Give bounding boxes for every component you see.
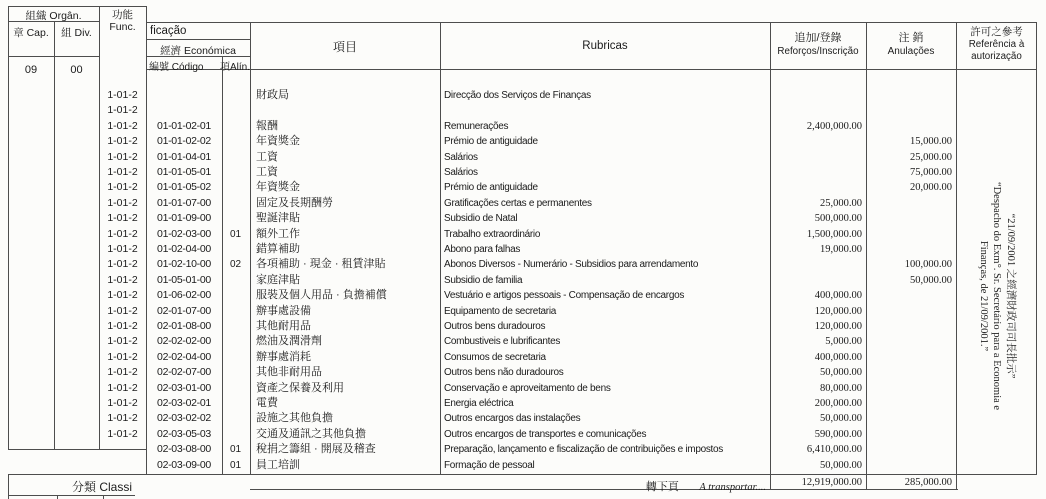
- economic-code-cell: 02-01-07-00: [157, 304, 211, 317]
- table-row: [0, 257, 1046, 273]
- authorization-note-line: “Despacho do Exm°. Sr. Secretário para a Economia e: [991, 181, 1003, 411]
- rubrica-pt-cell: Combustiveis e lubrificantes: [444, 336, 561, 348]
- func-code-cell: 1-01-2: [107, 212, 138, 225]
- item-zh-cell: 其他耐用品: [256, 320, 311, 332]
- rubrica-pt-cell: Outros bens duradouros: [444, 321, 546, 332]
- header-anulacoes: 注 銷 Anulações: [887, 32, 935, 57]
- reforcos-amount-cell: 5,000.00: [825, 336, 862, 348]
- economic-code-cell: 02-03-09-00: [157, 458, 211, 471]
- func-code-cell: 1-01-2: [107, 412, 138, 425]
- rubrica-pt-cell: Abono para falhas: [444, 244, 521, 255]
- rubrica-pt-cell: Outros bens não duradouros: [444, 367, 564, 379]
- table-row: [0, 103, 1046, 119]
- func-code-cell: 1-01-2: [107, 427, 138, 440]
- header-rubricas: Rubricas: [582, 40, 628, 52]
- economic-code-cell: 02-01-08-00: [157, 320, 211, 332]
- item-zh-cell: 員工培訓: [256, 458, 300, 471]
- anulacoes-amount-cell: 25,000.00: [910, 151, 952, 163]
- org-div-value: 00: [70, 64, 83, 76]
- anulacoes-amount-cell: 100,000.00: [904, 259, 952, 271]
- rubrica-pt-cell: Energia eléctrica: [444, 398, 514, 409]
- item-zh-cell: 設施之其他負擔: [256, 412, 333, 425]
- func-code-cell: 1-01-2: [107, 381, 138, 394]
- rubrica-pt-cell: Consumos de secretaria: [444, 351, 546, 363]
- reforcos-amount-cell: 400,000.00: [814, 290, 862, 302]
- reforcos-amount-cell: 2,400,000.00: [806, 120, 862, 132]
- rubrica-pt-cell: Subsidio de familia: [444, 274, 523, 286]
- table-row: [0, 134, 1046, 150]
- rubrica-pt-cell: Gratificações certas e permanentes: [444, 197, 592, 209]
- table-row: [0, 304, 1046, 320]
- reforcos-amount-cell: 80,000.00: [820, 382, 862, 394]
- rubrica-pt-cell: Prémio de antiguidade: [444, 182, 538, 194]
- item-zh-cell: 工資: [256, 150, 278, 163]
- alinea-cell: 01: [229, 459, 242, 471]
- economic-code-cell: 01-01-09-00: [157, 212, 211, 225]
- header-codigo: 編號 Código: [149, 62, 204, 73]
- reforcos-amount-cell: 19,000.00: [820, 244, 862, 255]
- alinea-cell: 02: [229, 259, 242, 271]
- rubrica-pt-cell: Outros encargos das instalações: [444, 413, 581, 425]
- func-code-cell: 1-01-2: [107, 166, 138, 178]
- reforcos-amount-cell: 50,000.00: [820, 367, 862, 379]
- table-row: [0, 411, 1046, 427]
- anulacoes-amount-cell: 20,000.00: [910, 182, 952, 194]
- table-row: [0, 273, 1046, 289]
- reforcos-amount-cell: 25,000.00: [820, 197, 862, 209]
- table-row: [0, 180, 1046, 196]
- rubrica-pt-cell: Trabalho extraordinário: [444, 228, 541, 240]
- func-code-cell: 1-01-2: [107, 181, 138, 194]
- func-code-cell: 1-01-2: [107, 104, 138, 117]
- func-code-cell: 1-01-2: [107, 227, 138, 240]
- reforcos-amount-cell: 1,500,000.00: [806, 228, 862, 240]
- economic-code-cell: 01-01-07-00: [157, 196, 211, 209]
- table-row: [0, 381, 1046, 397]
- item-zh-cell: 資產之保養及利用: [256, 381, 344, 394]
- item-zh-cell: 財政局: [256, 89, 289, 101]
- reforcos-amount-cell: 50,000.00: [820, 459, 862, 471]
- reforcos-amount-cell: 120,000.00: [814, 321, 862, 332]
- authorization-note-line: Finanças, de 21/09/2001.”: [978, 240, 989, 352]
- func-code-cell: 1-01-2: [107, 350, 138, 363]
- carry-over-label: [460, 477, 766, 495]
- reforcos-amount-cell: 400,000.00: [814, 351, 862, 363]
- func-code-cell: 1-01-2: [107, 258, 138, 271]
- anulacoes-amount-cell: 15,000.00: [910, 136, 952, 148]
- reforcos-amount-cell: 590,000.00: [814, 428, 862, 440]
- economic-code-cell: 02-03-05-03: [157, 427, 211, 440]
- item-zh-cell: 電費: [256, 397, 278, 409]
- economic-code-cell: 01-06-02-00: [157, 289, 211, 302]
- func-code-cell: 1-01-2: [107, 289, 138, 302]
- table-row: [0, 165, 1046, 181]
- header-org-group: 組織 Orgân.: [25, 10, 82, 22]
- rubrica-pt-cell: Preparação, lançamento e fiscalização de contribuições e impostos: [444, 444, 723, 456]
- rubrica-pt-cell: Direcção dos Serviços de Finanças: [444, 90, 591, 101]
- anulacoes-amount-cell: 50,000.00: [910, 274, 952, 286]
- table-row: [0, 396, 1046, 412]
- economic-code-cell: 02-02-02-00: [157, 335, 211, 348]
- header-items: 項目: [332, 40, 357, 54]
- table-row: [0, 88, 1046, 104]
- item-zh-cell: 辦事處設備: [256, 304, 311, 317]
- item-zh-cell: 其他非耐用品: [256, 366, 322, 379]
- item-zh-cell: 額外工作: [256, 227, 300, 240]
- table-row: [0, 350, 1046, 366]
- rubrica-pt-cell: Salários: [444, 167, 478, 178]
- item-zh-cell: 家庭津貼: [256, 273, 300, 286]
- economic-code-cell: 01-01-02-01: [157, 119, 211, 132]
- func-code-cell: 1-01-2: [107, 320, 138, 332]
- total-reforcos: 12,919,000.00: [801, 477, 862, 488]
- economic-code-cell: 01-05-01-00: [157, 273, 211, 286]
- header-div: 組 Div.: [61, 27, 92, 39]
- func-code-cell: 1-01-2: [107, 196, 138, 209]
- rubrica-pt-cell: Equipamento de secretaria: [444, 305, 557, 317]
- authorization-note: [975, 126, 1017, 466]
- reforcos-amount-cell: 120,000.00: [814, 305, 862, 317]
- economic-code-cell: 02-02-04-00: [157, 350, 211, 363]
- header-referencia: 許可之參考 Referência à autorização: [968, 26, 1025, 62]
- item-zh-cell: 工資: [256, 166, 278, 178]
- rubrica-pt-cell: Abonos Diversos - Numerário - Subsidios para arrendamento: [444, 259, 699, 271]
- item-zh-cell: 服裝及個人用品 · 負擔補償: [256, 289, 387, 302]
- anulacoes-amount-cell: 75,000.00: [910, 167, 952, 178]
- rubrica-pt-cell: Conservação e aproveitamento de bens: [444, 382, 611, 394]
- rubrica-pt-cell: Subsidio de Natal: [444, 213, 518, 225]
- table-row: [0, 227, 1046, 243]
- func-code-cell: 1-01-2: [107, 335, 138, 348]
- item-zh-cell: 聖誕津貼: [256, 212, 300, 225]
- carry-over-zh: 轉下頁: [645, 481, 679, 493]
- item-zh-cell: 報酬: [256, 119, 278, 132]
- func-code-cell: 1-01-2: [107, 150, 138, 163]
- item-zh-cell: 錯算補助: [256, 243, 300, 255]
- item-zh-cell: 稅捐之籌組 · 開展及稽查: [256, 443, 376, 456]
- func-code-cell: 1-01-2: [107, 119, 138, 132]
- alinea-cell: 01: [229, 444, 242, 456]
- rubrica-pt-cell: Vestuário e artigos pessoais - Compensação de encargos: [444, 290, 685, 302]
- func-code-cell: 1-01-2: [107, 397, 138, 409]
- item-zh-cell: 年資獎金: [256, 181, 300, 194]
- func-code-cell: 1-01-2: [107, 89, 138, 101]
- table-row: [0, 427, 1046, 443]
- table-row: [0, 150, 1046, 166]
- func-code-cell: 1-01-2: [107, 304, 138, 317]
- economic-code-cell: 02-02-07-00: [157, 366, 211, 379]
- func-code-cell: 1-01-2: [107, 273, 138, 286]
- table-row: [0, 365, 1046, 381]
- item-zh-cell: 年資獎金: [256, 135, 300, 148]
- table-row: [0, 458, 1046, 474]
- economic-code-cell: 02-03-08-00: [157, 443, 211, 456]
- economic-code-cell: 01-01-04-01: [157, 150, 211, 163]
- economic-code-cell: 01-01-02-02: [157, 135, 211, 148]
- org-cap-value: 09: [24, 64, 38, 76]
- reforcos-amount-cell: 200,000.00: [814, 398, 862, 409]
- item-zh-cell: 辦事處消耗: [256, 350, 311, 363]
- economic-code-cell: 01-01-05-01: [157, 166, 211, 178]
- reforcos-amount-cell: 6,410,000.00: [806, 444, 862, 456]
- header-economica: 經濟 Económica: [160, 45, 236, 57]
- func-code-cell: 1-01-2: [107, 135, 138, 148]
- authorization-note-line: “21/09/2001 之經濟財政司司長批示”: [1005, 213, 1016, 379]
- economic-code-cell: 02-03-01-00: [157, 381, 211, 394]
- rubrica-pt-cell: Outros encargos de transportes e comunicações: [444, 428, 647, 440]
- header-cap: 章 Cap.: [13, 27, 49, 39]
- rubrica-pt-cell: Formação de pessoal: [444, 459, 535, 471]
- economic-code-cell: 02-03-02-02: [157, 412, 211, 425]
- header-func: 功能 Func.: [109, 9, 136, 33]
- table-row: [0, 442, 1046, 458]
- table-row: [0, 319, 1046, 335]
- table-row: [0, 242, 1046, 258]
- item-zh-cell: 固定及長期酬勞: [256, 196, 333, 209]
- rubrica-pt-cell: Salários: [444, 151, 478, 163]
- next-section-label: 分類 Classi: [72, 480, 133, 494]
- economic-code-cell: 01-01-05-02: [157, 181, 211, 194]
- economic-code-cell: 01-02-04-00: [157, 243, 211, 255]
- table-row: [0, 211, 1046, 227]
- header-alinea: 項Alín.: [220, 62, 251, 73]
- reforcos-amount-cell: 500,000.00: [814, 213, 862, 225]
- table-row: [0, 119, 1046, 135]
- carry-over-pt: A transportar....: [699, 482, 766, 493]
- func-code-cell: 1-01-2: [107, 243, 138, 255]
- alinea-cell: 01: [229, 228, 242, 240]
- rubrica-pt-cell: Prémio de antiguidade: [444, 136, 538, 148]
- table-row: [0, 334, 1046, 350]
- item-zh-cell: 燃油及潤滑劑: [256, 335, 322, 348]
- table-row: [0, 196, 1046, 212]
- economic-code-cell: 01-02-10-00: [157, 258, 211, 271]
- total-anulacoes: 285,000.00: [904, 477, 952, 488]
- table-row: [0, 288, 1046, 304]
- item-zh-cell: 各項補助 · 現金 · 租賃津貼: [256, 258, 386, 271]
- economic-code-cell: 02-03-02-01: [157, 397, 211, 409]
- header-classificacao-partial: ficação: [150, 25, 187, 37]
- economic-code-cell: 01-02-03-00: [157, 227, 211, 240]
- header-reforcos: 追加/登錄 Reforços/Inscrição: [777, 32, 859, 57]
- rubrica-pt-cell: Remunerações: [444, 120, 509, 132]
- func-code-cell: 1-01-2: [107, 366, 138, 379]
- item-zh-cell: 交通及通訊之其他負擔: [256, 427, 366, 440]
- reforcos-amount-cell: 50,000.00: [820, 413, 862, 425]
